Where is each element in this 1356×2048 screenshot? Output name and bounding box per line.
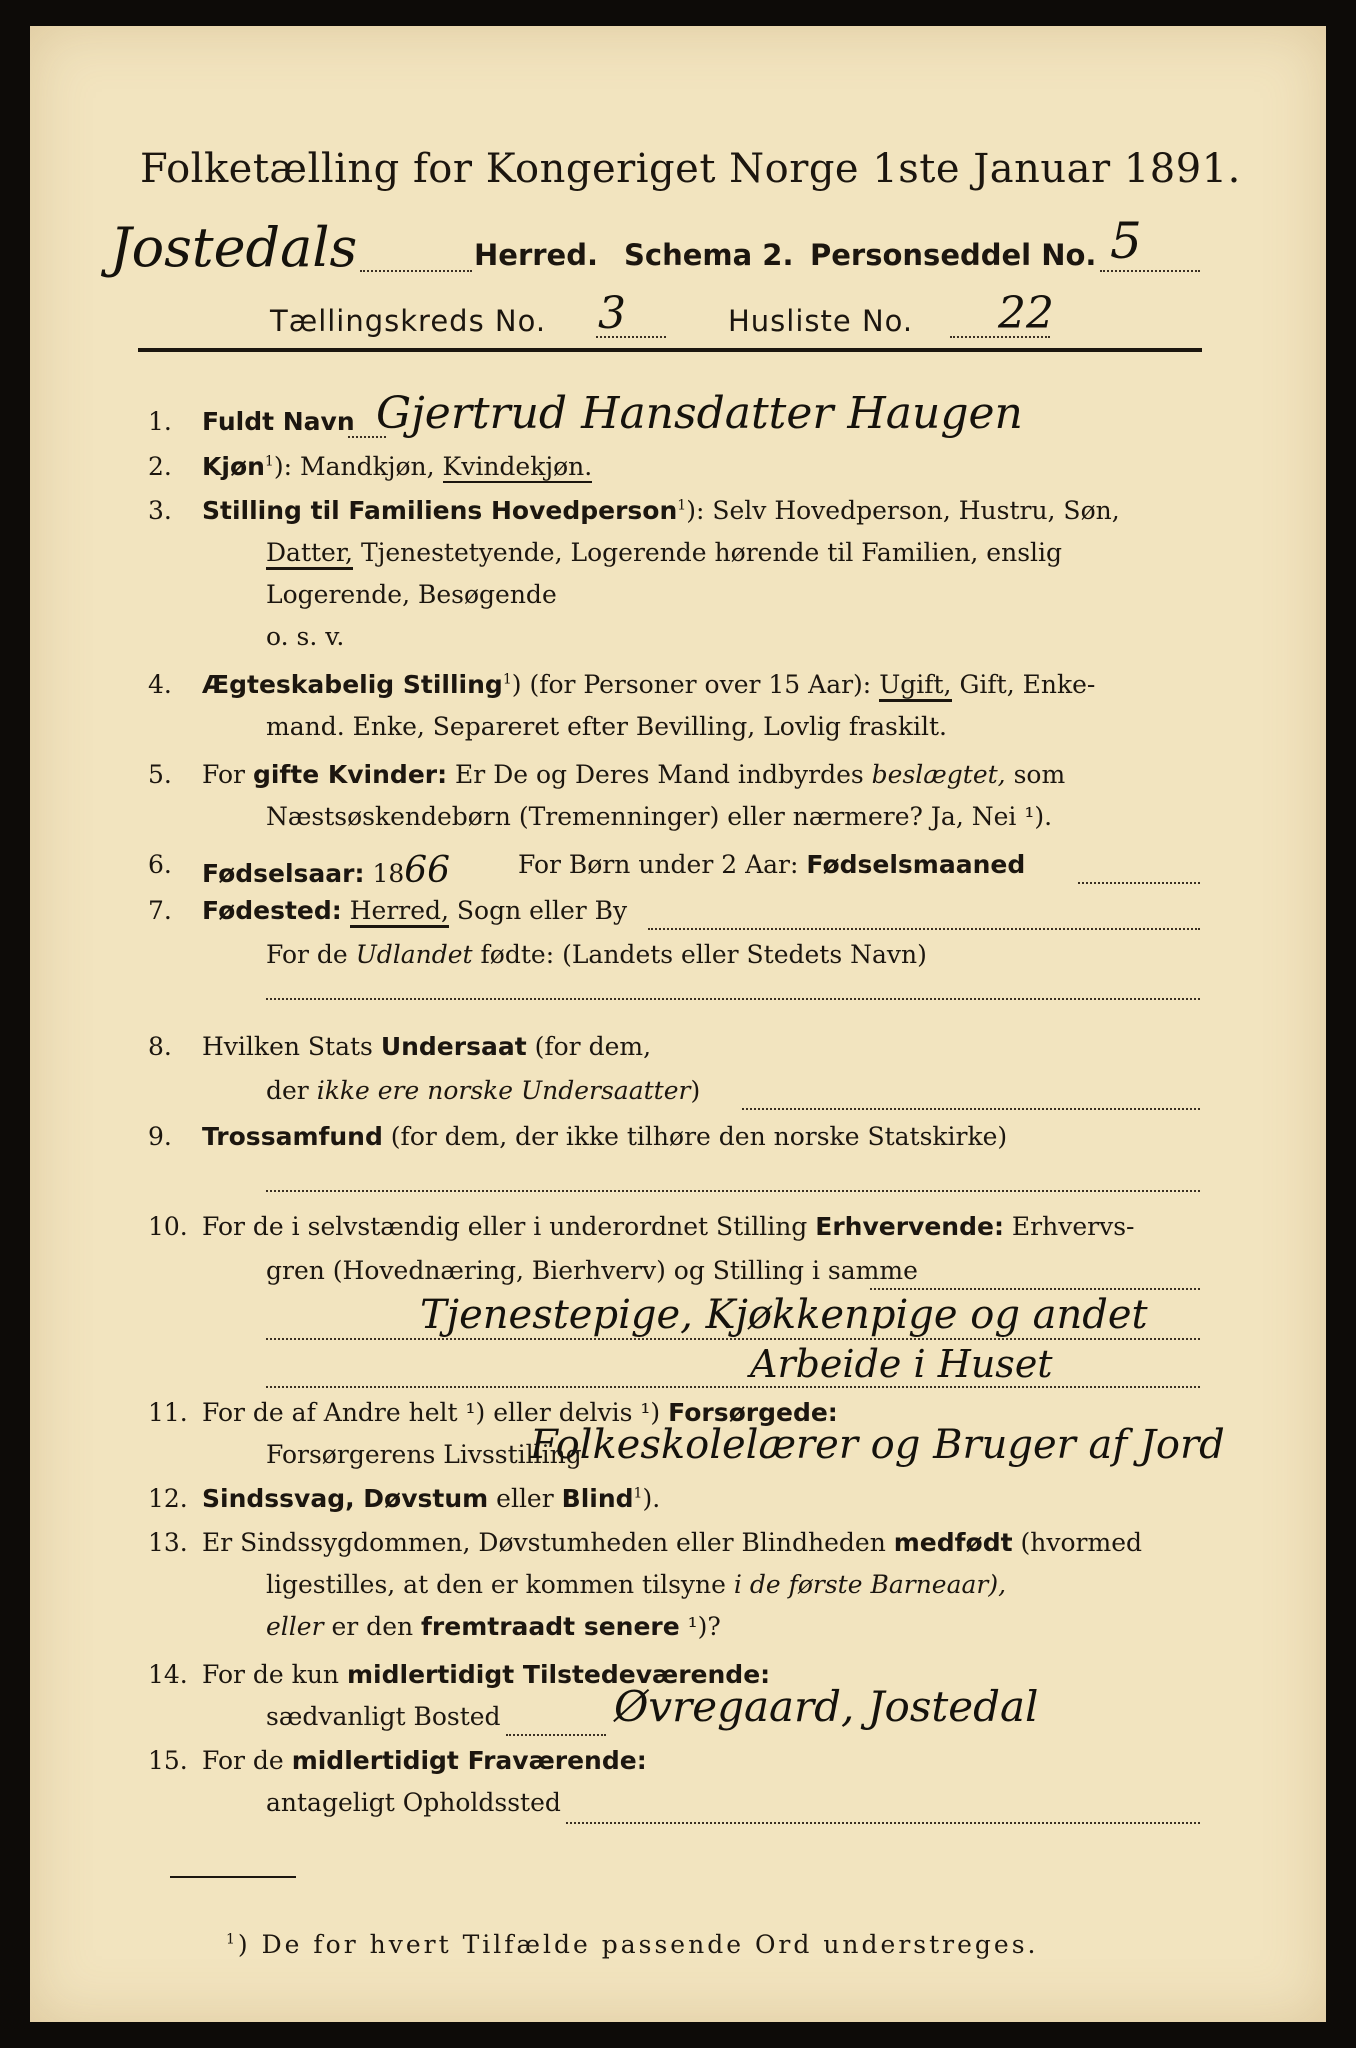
q2-text: Kjøn$^1$): Mandkjøn, Kvindekjøn. [202, 452, 593, 481]
q9-line: Trossamfund (for dem, der ikke tilhøre den norske Statskirke) [202, 1122, 1008, 1151]
schema-label: Schema 2. [624, 238, 794, 272]
q13-line1: Er Sindssygdommen, Døvstumheden eller Blindheden medfødt (hvormed [202, 1528, 1142, 1557]
item-number: 7. [148, 896, 172, 925]
q8-line1: Hvilken Stats Undersaat (for dem, [202, 1032, 652, 1061]
item-number: 13. [148, 1528, 188, 1557]
q8-line2: der ikke ere norske Undersaatter) [266, 1076, 701, 1105]
item-number: 12. [148, 1484, 188, 1513]
q7-line1: Fødested: Herred, Sogn eller By [202, 896, 627, 925]
herred-answer: Jostedals [110, 216, 358, 279]
q10-line1: For de i selvstændig eller i underordnet Stilling Erhvervende: Erhvervs- [202, 1212, 1135, 1241]
q12-line: Sindssvag, Døvstum eller Blind$^1$). [202, 1484, 661, 1513]
q14-line1: For de kun midlertidigt Tilstedeværende: [202, 1660, 771, 1689]
q1-label: Fuldt Navn [202, 407, 355, 436]
q4-line1: Ægteskabelig Stilling$^1$) (for Personer over 15 Aar): Ugift, Gift, Enke- [202, 670, 1095, 699]
q5-line1: For gifte Kvinder: Er De og Deres Mand indbyrdes beslægtet, som [202, 760, 1066, 789]
q15-line2: antageligt Opholdssted [266, 1788, 561, 1817]
q11-line2: Forsørgerens Livsstilling [266, 1440, 582, 1469]
q10-line2: gren (Hovednæring, Bierhverv) og Stilling i samme [266, 1256, 918, 1285]
q3-line3: Logerende, Besøgende [266, 580, 557, 609]
q15-line1: For de midlertidigt Fraværende: [202, 1746, 647, 1775]
herred-label: Herred. [474, 238, 598, 272]
item-number: 9. [148, 1122, 172, 1151]
q14-line2: sædvanligt Bosted [266, 1702, 501, 1731]
q11-line1: For de af Andre helt ¹) eller delvis ¹) Forsørgede: [202, 1398, 838, 1427]
item-number: 2. [148, 452, 172, 481]
q6-mid: For Børn under 2 Aar: Fødselsmaaned [518, 850, 1026, 879]
item-number: 6. [148, 850, 172, 879]
census-form-sheet [30, 26, 1326, 2022]
q4-line2: mand. Enke, Separeret efter Bevilling, Lovlig fraskilt. [266, 712, 947, 741]
q10-answer2: Arbeide i Huset [750, 1342, 1053, 1386]
item-number: 1. [148, 407, 172, 436]
form-title: Folketælling for Kongeriget Norge 1ste Januar 1891. [140, 146, 1241, 192]
personseddel-label: Personseddel No. [810, 238, 1097, 272]
kreds-answer: 3 [598, 288, 626, 339]
q13-line3: eller er den fremtraadt senere ¹)? [266, 1612, 721, 1641]
kreds-label: Tællingskreds No. [270, 304, 547, 338]
item-number: 5. [148, 760, 172, 789]
husliste-label: Husliste No. [728, 304, 914, 338]
q13-line2: ligestilles, at den er kommen tilsyne i de første Barneaar), [266, 1570, 1007, 1599]
q11-answer: Folkeskolelærer og Bruger af Jord [530, 1422, 1225, 1468]
footnote: $^1$) De for hvert Tilfælde passende Ord understreges. [226, 1930, 1039, 1959]
q3-line1: Stilling til Familiens Hovedperson$^1$): Selv Hovedperson, Hustru, Søn, [202, 496, 1120, 525]
q6-line: Fødselsaar: 1866 [202, 850, 451, 891]
item-number: 15. [148, 1746, 188, 1775]
item-number: 3. [148, 496, 172, 525]
header-divider [138, 348, 1202, 352]
q3-line4: o. s. v. [266, 622, 345, 651]
footnote-divider [170, 1876, 296, 1878]
item-number: 8. [148, 1032, 172, 1061]
q3-line2: Datter, Tjenestetyende, Logerende hørende til Familien, enslig [266, 538, 1062, 567]
q7-line2: For de Udlandet fødte: (Landets eller Stedets Navn) [266, 940, 927, 969]
q10-answer1: Tjenestepige, Kjøkkenpige og andet [420, 1292, 1148, 1338]
q5-line2: Næstsøskendebørn (Tremenninger) eller nærmere? Ja, Nei ¹). [266, 802, 1053, 831]
personseddel-answer: 5 [1110, 212, 1142, 270]
item-number: 11. [148, 1398, 188, 1427]
q14-answer: Øvregaard, Jostedal [614, 1682, 1039, 1731]
item-number: 4. [148, 670, 172, 699]
item-number: 10. [148, 1212, 188, 1241]
husliste-answer: 22 [998, 288, 1054, 339]
item-number: 14. [148, 1660, 188, 1689]
q1-answer: Gjertrud Hansdatter Haugen [376, 388, 1023, 439]
